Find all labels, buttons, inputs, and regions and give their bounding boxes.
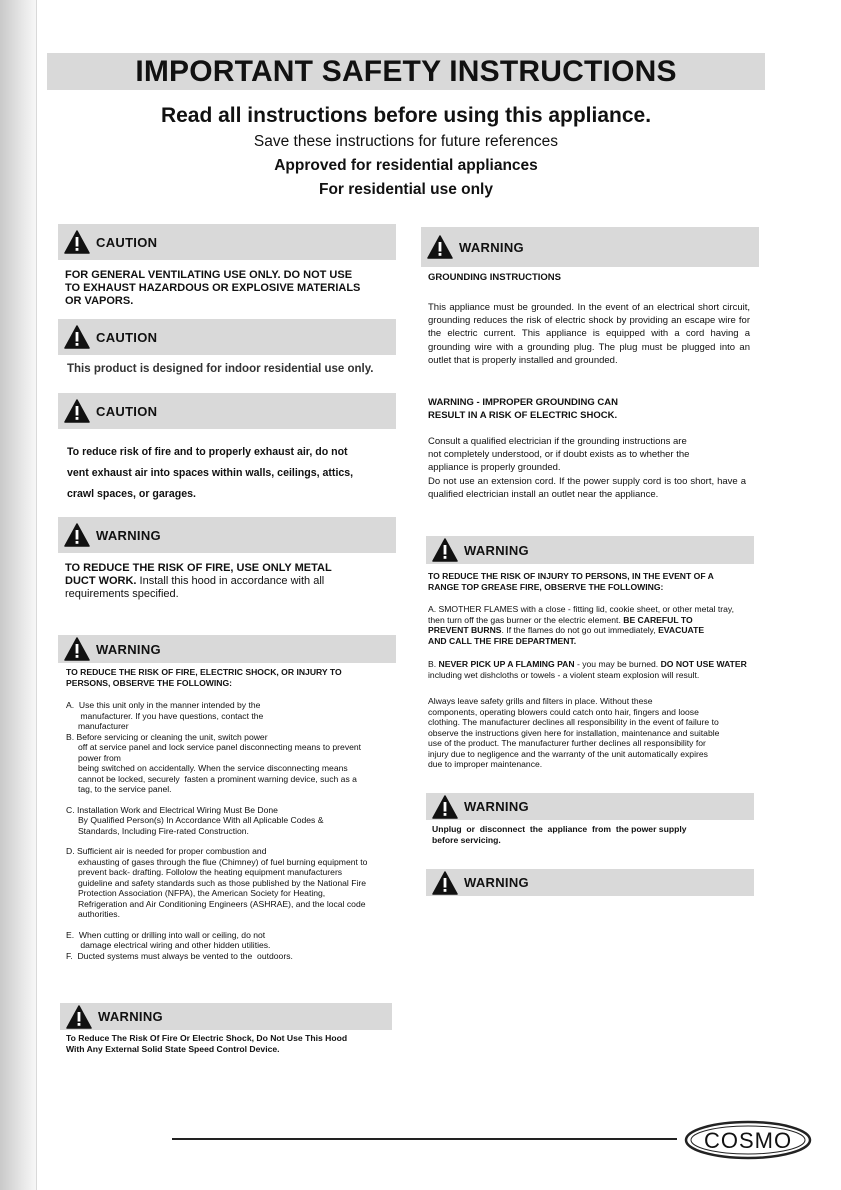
approved-text: Approved for residential appliances [274,157,538,174]
warning-text-1-rest: Install this hood in accordance with all requirements specified. [65,575,325,600]
warning-label: WARNING [464,875,529,890]
item-a-text: A. SMOTHER FLAMES with a close - fitting lid, cookie sheet, or other metal tray, then turn off the gas burner or the electric element. [428,604,734,625]
grease-fire-item-a [428,604,768,646]
warning-label: WARNING [459,239,524,255]
warning-2-items [66,700,401,961]
item-b-bold-2: DO NOT USE WATER [660,659,747,669]
warning-box-right-4 [426,869,754,896]
item-b-letter: B. [428,659,439,669]
item-b-bold-1: NEVER PICK UP A FLAMING PAN [438,659,575,669]
warning-text-3: To Reduce The Risk Of Fire Or Electric Shock, Do Not Use This Hood With Any External Solid State Speed Control Device. [66,1033,348,1054]
list-item-b: B. Before servicing or cleaning the unit, switch power off at service panel and lock service panel disconnecting means to prevent power from being switched on accidentally. When the service disconnecting means cannot be locked, securely fasten a prominent warning device, such as a tag, to the service panel. [66,731,362,794]
warning-box-right-3 [426,793,754,820]
warning-triangle-icon [64,399,90,423]
caution-text-1: FOR GENERAL VENTILATING USE ONLY. DO NOT USE TO EXHAUST HAZARDOUS OR EXPLOSIVE MATERIALS OR VAPORS. [65,269,361,307]
footer-rule [172,1138,677,1140]
warning-label: WARNING [464,542,529,558]
item-b-text: - you may be burned. [574,659,661,669]
logo-text: COSMO [703,1128,793,1153]
warning-triangle-icon [432,795,458,819]
caution-label: CAUTION [96,329,158,345]
list-item-a: A. Use this unit only in the manner intended by the manufacturer. If you have questions, contact the manufacturer [66,700,264,731]
cosmo-logo [684,1120,812,1160]
warning-text-1-bold: TO REDUCE THE RISK OF FIRE, USE ONLY METAL DUCT WORK. [65,562,332,587]
warning-box-right-2 [426,536,754,564]
page-binding-line [36,0,37,1190]
caution-box-1 [58,224,396,260]
list-item-f: F. Ducted systems must always be vented to the outdoors. [66,950,293,961]
item-a-bold-1: BE CAREFUL TO PREVENT BURNS [428,614,693,635]
warning-label: WARNING [96,527,161,543]
warning-triangle-icon [64,637,90,661]
caution-text-3: To reduce risk of fire and to properly exhaust air, do not vent exhaust air into spaces within walls, ceilings, attics, crawl spaces, or garages. [67,446,354,500]
warning-triangle-icon [64,230,90,254]
grounding-para-2: Consult a qualified electrician if the grounding instructions are not completely understood, or if doubt exists as to whether the appliance is properly grounded. [428,436,690,474]
page-binding-edge [0,0,36,1190]
list-item-d: D. Sufficient air is needed for proper combustion and exhausting of gases through the flue (Chimney) of fuel burning equipment to prevent back- drafting. Follolow the heating equipment manufacturers guideline and safety standards such as those published by the National Fire Protection Association (NFPA), the American Society for Heating, Refrigeration and Air Conditioning Engineers (ASHRAE), and the local code authorities. [66,846,368,919]
warning-text-1 [65,562,395,601]
warning-label: WARNING [464,799,529,814]
list-item-c: C. Installation Work and Electrical Wiring Must Be Done By Qualified Person(s) In Accordance With all Aplicable Codes & Standards, Including Fire-rated Construction. [66,804,324,836]
warning-label: WARNING [98,1009,163,1024]
residential-text: For residential use only [319,181,493,198]
caution-box-3 [58,393,396,429]
list-item-e: E. When cutting or drilling into wall or ceiling, do not damage electrical wiring and other hidden utilities. [66,929,271,950]
grease-fire-heading: TO REDUCE THE RISK OF INJURY TO PERSONS, IN THE EVENT OF A RANGE TOP GREASE FIRE, OBSERVE THE FOLLOWING: [428,571,714,592]
read-all-heading: Read all instructions before using this appliance. [160,104,652,127]
warning-triangle-icon [432,538,458,562]
warning-box-1 [58,517,396,553]
warning-triangle-icon [432,871,458,895]
caution-label: CAUTION [96,403,158,419]
warning-triangle-icon [64,325,90,349]
caution-label: CAUTION [96,234,158,250]
caution-box-2 [58,319,396,355]
warning-label: WARNING [96,641,161,657]
warning-triangle-icon [66,1005,92,1029]
warning-2-heading: TO REDUCE THE RISK OF FIRE, ELECTRIC SHOCK, OR INJURY TO PERSONS, OBSERVE THE FOLLOWING: [66,667,342,688]
item-b-text-2: including wet dishcloths or towels - a violent steam explosion will result. [428,669,700,680]
warning-box-right-1 [421,227,759,267]
grounding-heading-2: WARNING - IMPROPER GROUNDING CAN RESULT IN A RISK OF ELECTRIC SHOCK. [428,397,618,421]
grounding-para-3: Do not use an extension cord. If the power supply cord is too short, have a qualified electrician install an outlet near the appliance. [428,476,746,501]
grills-filters-para: Always leave safety grills and filters in place. Without these components, operating blowers could catch onto hair, fingers and loose clothing. The manufacturer declines all responsibility in the event of failure to observe the instructions given here for installation, maintenance and suitable use of the product. The manufacturer further declines all responsibility for injury due to negligence and the warranty of the unit automatically expires due to improper maintenance. [428,696,720,769]
warning-box-2 [58,635,396,663]
warning-box-3 [60,1003,392,1030]
grease-fire-item-b [428,659,778,680]
warning-triangle-icon [64,523,90,547]
title-banner [47,53,765,90]
item-a-bold-2: EVACUATE AND CALL THE FIRE DEPARTMENT. [428,625,705,646]
unplug-text: Unplug or disconnect the appliance from the power supply before servicing. [432,824,687,845]
warning-triangle-icon [427,235,453,259]
grounding-heading: GROUNDING INSTRUCTIONS [428,272,561,283]
page-title: IMPORTANT SAFETY INSTRUCTIONS [135,54,677,88]
save-instructions-text: Save these instructions for future references [253,133,559,150]
item-a-text-2: . If the flames do not go out immediately, [501,625,659,635]
grounding-para-1: This appliance must be grounded. In the event of an electrical short circuit, grounding reduces the risk of electric shock by providing an escape wire for the electric current. This appliance is equipped with a cord having a grounding wire with a grounding plug. The plug must be plugged into an outlet that is properly installed and grounded. [428,302,750,366]
caution-text-2: This product is designed for indoor residential use only. [67,363,374,375]
